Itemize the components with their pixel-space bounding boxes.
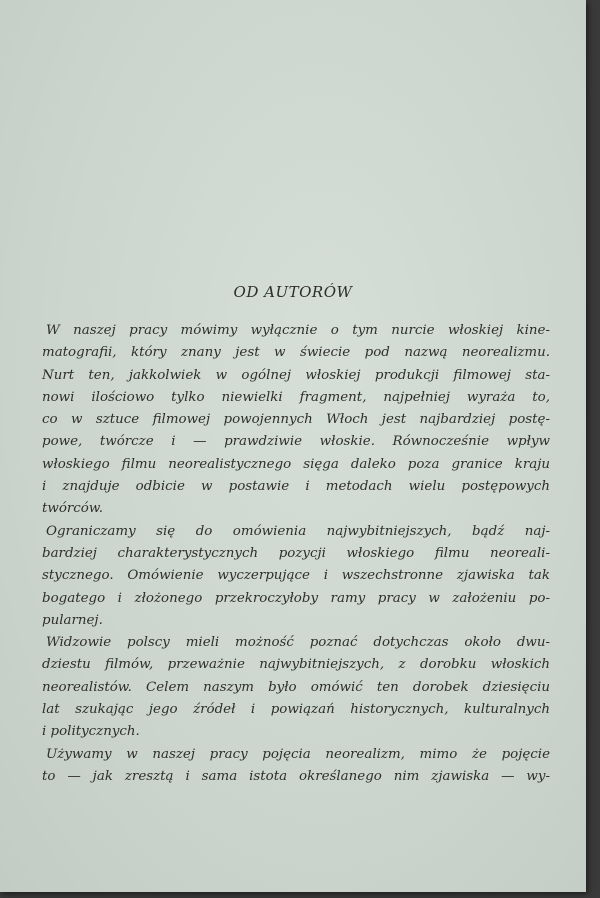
paragraph-2 xyxy=(42,521,550,632)
text-line: bogatego i złożonego przekroczyłoby ramy pracy w założeniu po- xyxy=(42,590,550,606)
text-line: co w sztuce filmowej powojennych Włoch jest najbardziej postę- xyxy=(42,412,550,428)
text-line: matografii, który znany jest w świecie pod nazwą neorealizmu. xyxy=(42,345,550,361)
text-line: Widzowie polscy mieli możność poznać dotychczas około dwu- xyxy=(46,635,550,651)
text-line: W naszej pracy mówimy wyłącznie o tym nurcie włoskiej kine- xyxy=(46,323,550,338)
text-line: i politycznych. xyxy=(42,724,140,740)
text-line: lat szukając jego źródeł i powiązań historycznych, kulturalnych xyxy=(42,702,550,718)
text-line: Ograniczamy się do omówienia najwybitniejszych, bądź naj- xyxy=(46,523,550,539)
body-text xyxy=(42,320,550,788)
text-line: twórców. xyxy=(42,501,103,517)
text-line: powe, twórcze i — prawdziwie włoskie. Równocześnie wpływ xyxy=(42,434,550,450)
text-line: neorealistów. Celem naszym było omówić ten dorobek dziesięciu xyxy=(42,679,550,695)
text-line: i znajduje odbicie w postawie i metodach wielu postępowych xyxy=(42,479,550,495)
text-line: to — jak zresztą i sama istota określanego nim zjawiska — wy- xyxy=(42,768,550,784)
text-line: Używamy w naszej pracy pojęcia neorealizm, mimo że pojęcie xyxy=(46,746,550,762)
text-line: nowi ilościowo tylko niewielki fragment, najpełniej wyraża to, xyxy=(42,389,550,405)
text-line: dziestu filmów, przeważnie najwybitniejszych, z dorobku włoskich xyxy=(42,657,550,673)
text-line: pularnej. xyxy=(42,612,103,628)
paragraph-4 xyxy=(42,744,550,789)
text-line: włoskiego filmu neorealistycznego sięga daleko poza granice kraju xyxy=(42,456,550,472)
chapter-heading: OD AUTORÓW xyxy=(233,283,353,301)
text-line: stycznego. Omówienie wyczerpujące i wszechstronne zjawiska tak xyxy=(42,568,550,584)
paragraph-1 xyxy=(42,320,550,521)
paragraph-3 xyxy=(42,632,550,743)
text-line: bardziej charakterystycznych pozycji włoskiego filmu neoreali- xyxy=(42,545,550,561)
text-line: Nurt ten, jakkolwiek w ogólnej włoskiej produkcji filmowej sta- xyxy=(42,367,550,383)
